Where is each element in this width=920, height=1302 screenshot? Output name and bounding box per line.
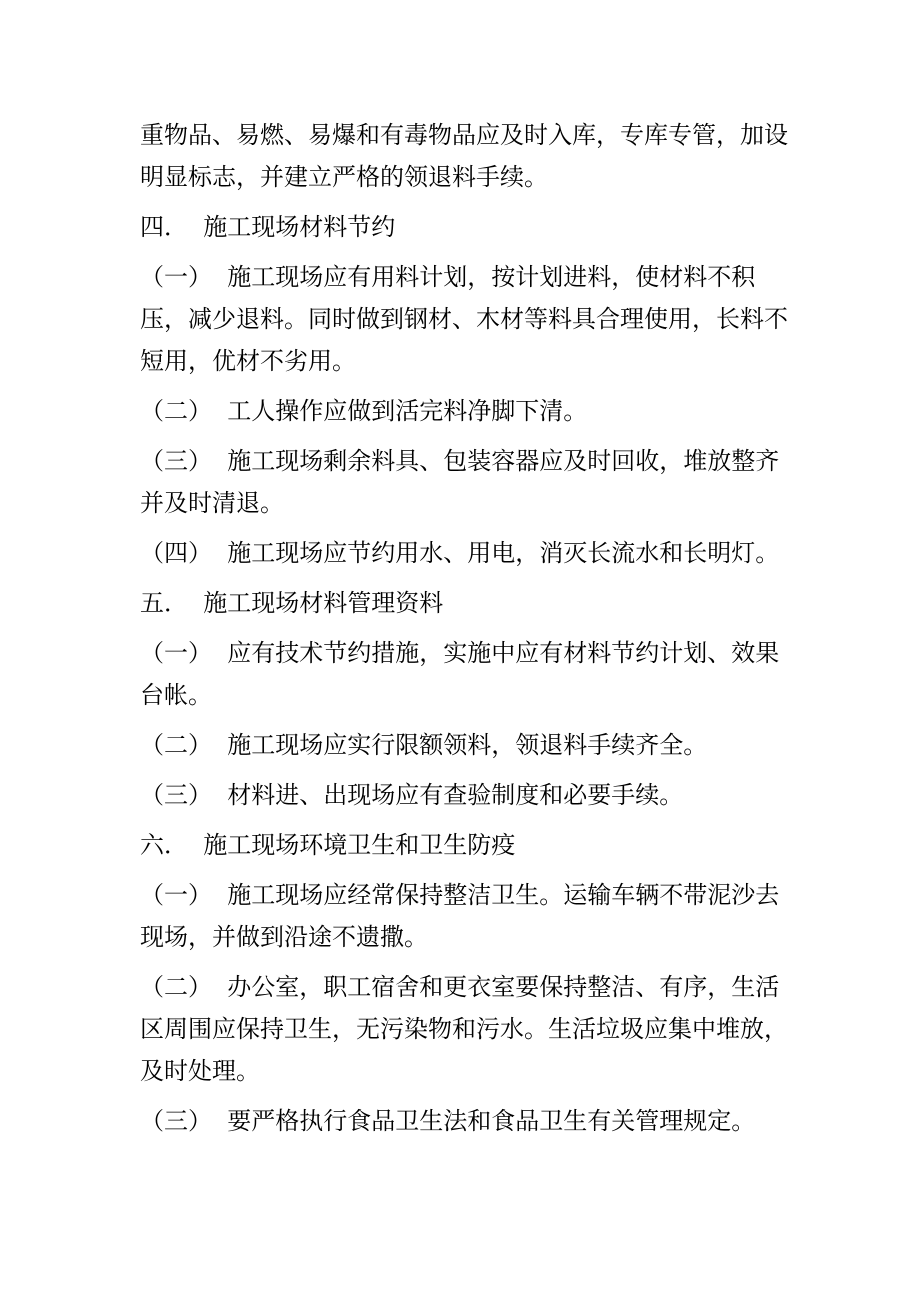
item-4-4	[140, 532, 788, 574]
item-4-2	[140, 390, 788, 432]
paragraph-intro	[140, 114, 788, 198]
item-5-3	[140, 774, 788, 816]
item-text: 办公室，职工宿舍和更衣室要保持整洁、有序，生活区周围应保持卫生，无污染物和污水。生活垃圾应集中堆放，及时处理。	[140, 973, 788, 1085]
section-title: 施工现场环境卫生和卫生防疫	[203, 831, 516, 859]
item-number: （三）	[140, 781, 212, 809]
item-4-3	[140, 440, 788, 524]
item-text: 要严格执行食品卫生法和食品卫生有关管理规定。	[227, 1107, 756, 1135]
section-title: 施工现场材料管理资料	[203, 589, 444, 617]
item-5-1	[140, 632, 788, 716]
item-text: 施工现场应经常保持整洁卫生。运输车辆不带泥沙去现场，并做到沿途不遗撒。	[140, 881, 780, 951]
item-number: （二）	[140, 731, 212, 759]
item-6-2	[140, 966, 788, 1092]
paragraph-text: 重物品、易燃、易爆和有毒物品应及时入库，专库专管，加设明显标志，并建立严格的领退料手续。	[140, 121, 788, 191]
item-text: 施工现场应实行限额领料，领退料手续齐全。	[227, 731, 708, 759]
section-heading-6	[140, 824, 788, 866]
section-heading-4	[140, 206, 788, 248]
item-text: 材料进、出现场应有查验制度和必要手续。	[227, 781, 684, 809]
item-number: （二）	[140, 973, 212, 1001]
item-text: 施工现场应有用料计划，按计划进料，使材料不积压，减少退料。同时做到钢材、木材等料具合理使用，长料不短用，优材不劣用。	[140, 263, 788, 375]
section-number: 六．	[140, 831, 188, 859]
item-number: （三）	[140, 447, 212, 475]
item-6-3	[140, 1100, 788, 1142]
item-text: 施工现场应节约用水、用电，消灭长流水和长明灯。	[227, 539, 780, 567]
item-number: （一）	[140, 639, 212, 667]
item-number: （一）	[140, 263, 212, 291]
item-text: 工人操作应做到活完料净脚下清。	[227, 397, 588, 425]
item-number: （三）	[140, 1107, 212, 1135]
item-number: （一）	[140, 881, 212, 909]
item-4-1	[140, 256, 788, 382]
item-text: 施工现场剩余料具、包装容器应及时回收，堆放整齐并及时清退。	[140, 447, 780, 517]
item-6-1	[140, 874, 788, 958]
section-number: 四．	[140, 213, 188, 241]
section-title: 施工现场材料节约	[203, 213, 396, 241]
section-heading-5	[140, 582, 788, 624]
item-number: （四）	[140, 539, 212, 567]
item-5-2	[140, 724, 788, 766]
item-number: （二）	[140, 397, 212, 425]
section-number: 五．	[140, 589, 188, 617]
item-text: 应有技术节约措施，实施中应有材料节约计划、效果台帐。	[140, 639, 780, 709]
document-body	[140, 114, 788, 1142]
